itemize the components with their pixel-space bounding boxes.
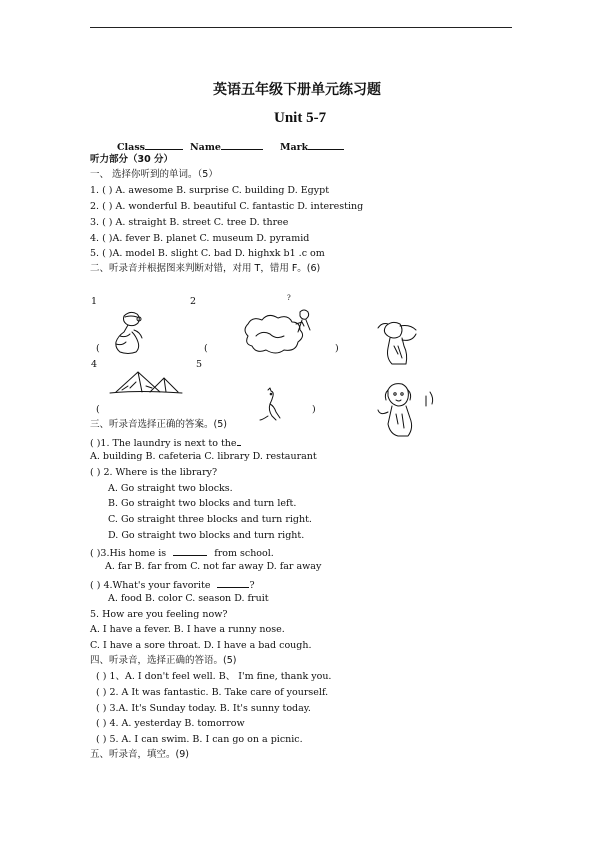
class-blank[interactable] [145, 139, 183, 150]
unit-title: Unit 5-7 [274, 110, 327, 126]
name-blank[interactable] [221, 139, 263, 150]
s3-q5-options-cd: C. I have a sore throat. D. I have a bad cough. [90, 640, 312, 651]
section5-title: 五、听录音，填空。(9) [90, 749, 189, 760]
s1-item-5: 5. ( )A. model B. slight C. bad D. highxk b1 .c om [90, 248, 325, 259]
s3-q1-options: A. building B. cafeteria C. library D. restaurant [90, 451, 317, 462]
top-rule [90, 27, 512, 28]
pic-number-4: 4 [91, 359, 98, 370]
s4-item-3: ( ) 3.A. It's Sunday today. B. It's sunny today. [96, 703, 311, 714]
s1-item-2: 2. ( ) A. wonderful B. beautiful C. fantastic D. interesting [90, 201, 364, 212]
s3-q4-post: ? [249, 580, 255, 591]
s3-q2-option-a: A. Go straight two blocks. [108, 483, 233, 494]
name-label: Name [190, 142, 221, 153]
sick-person-illustration [104, 308, 154, 358]
mark-label: Mark [280, 142, 309, 153]
s1-item-4: 4. ( )A. fever B. planet C. museum D. pyramid [90, 233, 310, 244]
answer-paren-4[interactable]: ( [96, 404, 100, 415]
s3-q4 [90, 577, 255, 592]
answer-paren-2[interactable]: ( [204, 343, 208, 354]
s3-q4-options: A. food B. color C. season D. fruit [108, 593, 269, 604]
s3-q1-text: ( )1. The laundry is next to the [90, 438, 237, 449]
s3-q2: ( ) 2. Where is the library? [90, 467, 218, 478]
s3-q3-blank[interactable] [173, 545, 207, 556]
class-label: Class [117, 142, 146, 153]
s3-q4-pre: ( ) 4.What's your favorite [90, 580, 211, 591]
answer-paren-3[interactable]: ) [335, 343, 339, 354]
section2-title: 二、听录音并根据图来判断对错，对用 T，错用 F。(6) [90, 263, 321, 274]
s1-item-1: 1. ( ) A. awesome B. surprise C. building D. Egypt [90, 185, 330, 196]
s3-q1-blank[interactable] [237, 435, 241, 446]
girl-illustration [374, 380, 438, 440]
answer-paren-1[interactable]: ( [96, 343, 100, 354]
pic-number-1: 1 [91, 296, 98, 307]
pic-number-2: 2 [190, 296, 197, 307]
s4-item-5: ( ) 5. A. I can swim. B. I can go on a picnic. [96, 734, 303, 745]
kangaroo-illustration [258, 386, 288, 422]
stray-mark: ? [287, 294, 291, 302]
s3-q5-options-ab: A. I have a fever. B. I have a runny nose. [90, 624, 285, 635]
answer-paren-5[interactable]: ) [312, 404, 316, 415]
class-field[interactable] [117, 139, 183, 153]
name-field[interactable] [190, 139, 263, 153]
listening-header: 听力部分（30 分） [90, 154, 174, 165]
section4-title: 四、听录音，选择正确的答语。(5) [90, 655, 237, 666]
headache-person-illustration [372, 318, 424, 366]
s3-q5: 5. How are you feeling now? [90, 609, 228, 620]
s3-q3-options: A. far B. far from C. not far away D. far away [105, 561, 322, 572]
cloud-person-illustration [240, 306, 322, 360]
s3-q2-option-b: B. Go straight two blocks and turn left. [108, 498, 297, 509]
s3-q1 [90, 435, 241, 450]
section3-title: 三、听录音选择正确的答案。(5) [90, 419, 227, 430]
s3-q4-blank[interactable] [217, 577, 249, 588]
s4-item-1: ( ) 1、A. I don't feel well. B、 I'm fine, thank you. [96, 671, 332, 682]
worksheet-title: 英语五年级下册单元练习题 [213, 82, 381, 98]
s3-q2-option-d: D. Go straight two blocks and turn right. [108, 530, 305, 541]
s3-q2-option-c: C. Go straight three blocks and turn right. [108, 514, 312, 525]
pyramids-illustration [108, 368, 184, 396]
s3-q3-pre: ( )3.His home is [90, 548, 167, 559]
s4-item-4: ( ) 4. A. yesterday B. tomorrow [96, 718, 245, 729]
s3-q3-post: from school. [214, 548, 274, 559]
s1-item-3: 3. ( ) A. straight B. street C. tree D. three [90, 217, 289, 228]
pic-number-5: 5 [196, 359, 203, 370]
mark-blank[interactable] [308, 139, 344, 150]
s3-q3 [90, 545, 274, 560]
mark-field[interactable] [280, 139, 344, 153]
s4-item-2: ( ) 2. A It was fantastic. B. Take care of yourself. [96, 687, 329, 698]
section1-title: 一、 选择你听到的单词。（5） [90, 169, 218, 180]
